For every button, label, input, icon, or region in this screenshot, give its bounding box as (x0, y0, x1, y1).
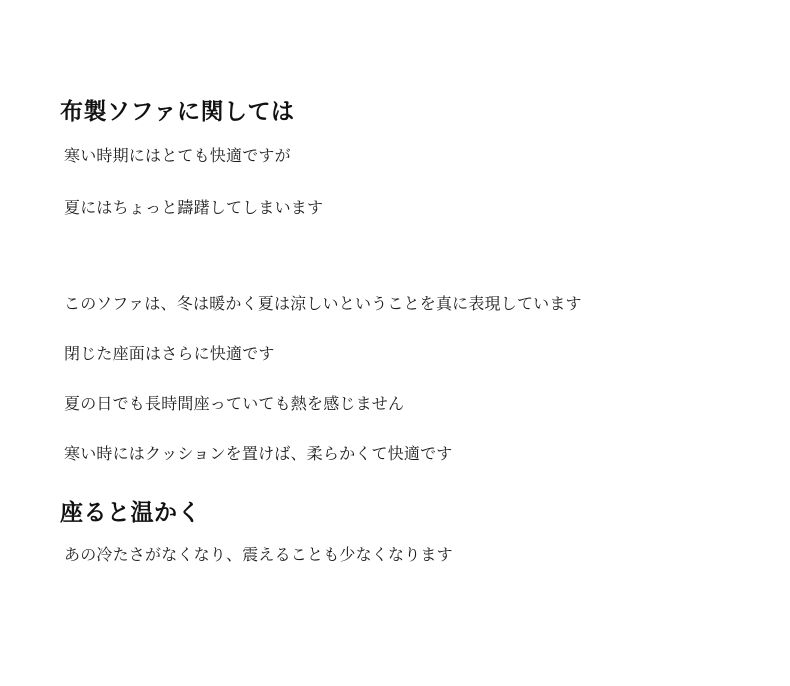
section-warm-when-seated (60, 497, 750, 568)
document-content (60, 96, 750, 568)
section-heading-fabric-sofa: 布製ソファに関しては (60, 98, 295, 124)
section-comfort-description (60, 293, 750, 467)
text-line: 夏にはちょっと躊躇してしまいます (64, 200, 324, 218)
text-line: このソファは、冬は暖かく夏は涼しいということを真に表現しています (64, 296, 582, 314)
text-line: 閉じた座面はさらに快適です (64, 346, 275, 364)
text-line: 寒い時期にはとても快適ですが (64, 148, 291, 166)
section-spacer (60, 249, 750, 293)
text-line: 寒い時にはクッションを置けば、柔らかくて快適です (64, 446, 453, 464)
text-line: あの冷たさがなくなり、震えることも少なくなります (64, 547, 453, 565)
section-fabric-sofa (60, 96, 750, 221)
text-line: 夏の日でも長時間座っていても熱を感じません (64, 396, 405, 414)
section-heading-warm-when-seated: 座ると温かく (60, 499, 201, 526)
